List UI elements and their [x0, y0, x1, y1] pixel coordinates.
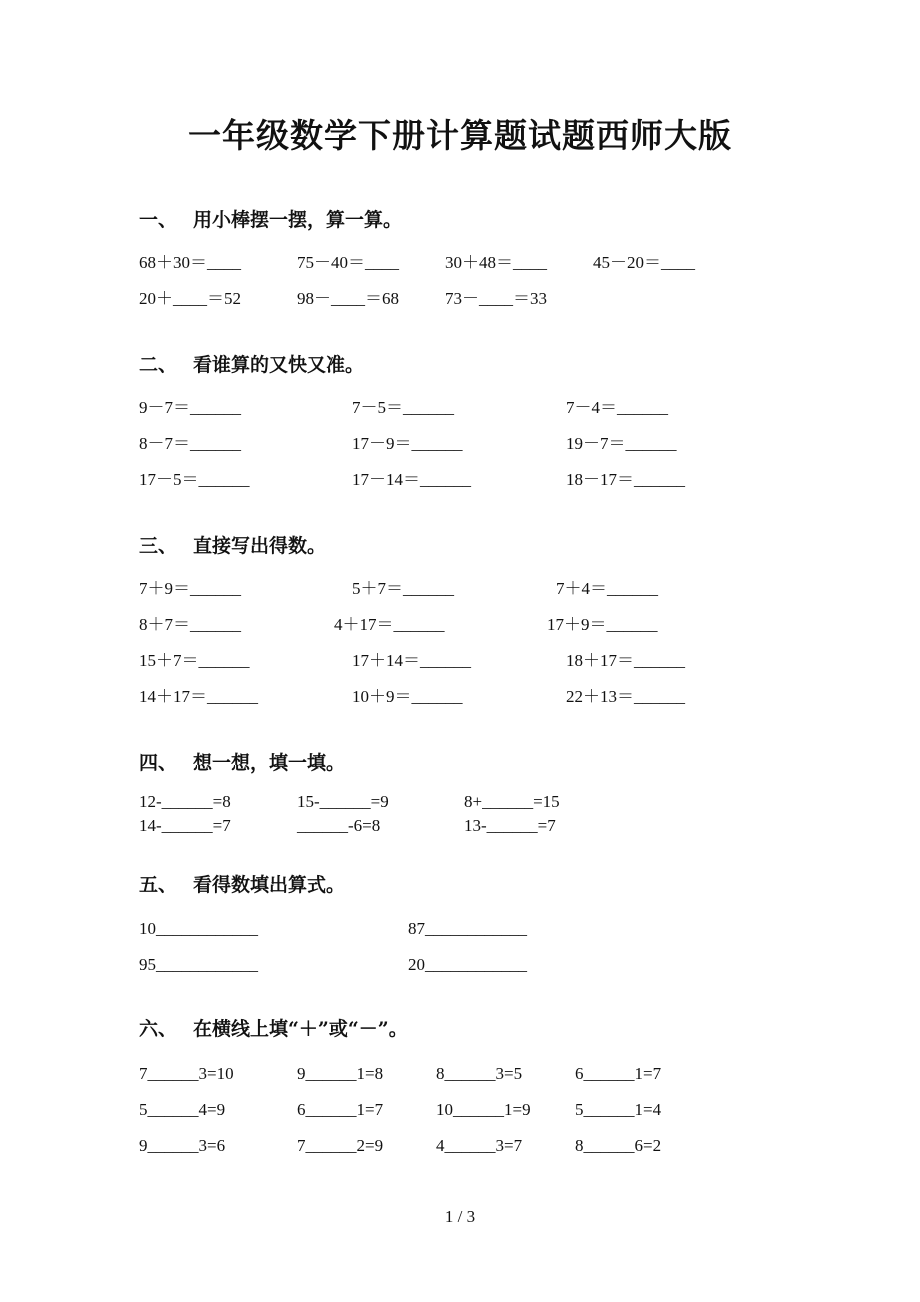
- problem-2-2-1: 8－7＝______: [139, 434, 241, 453]
- problem-6-3-3: 4______3=7: [436, 1136, 523, 1155]
- problem-2-3-2: 17－14＝______: [352, 470, 471, 489]
- section-3-title: 直接写出得数。: [193, 535, 327, 557]
- problem-6-2-4: 5______1=4: [575, 1100, 662, 1119]
- section-4-number: 四、: [139, 752, 178, 774]
- problem-6-1-2: 9______1=8: [297, 1064, 384, 1083]
- problem-2-3-1: 17－5＝______: [139, 470, 250, 489]
- section-3-heading: [139, 534, 326, 558]
- page-title: 一年级数学下册计算题试题西师大版: [188, 116, 732, 155]
- problem-4-1-1: 12-______=8: [139, 792, 231, 811]
- section-6-title: 在横线上填“＋”或“－”。: [193, 1018, 408, 1040]
- problem-2-1-1: 9－7＝______: [139, 398, 241, 417]
- problem-3-1-2: 5＋7＝______: [352, 579, 454, 598]
- problem-3-2-3: 17＋9＝______: [547, 615, 658, 634]
- problem-4-2-2: ______-6=8: [297, 816, 381, 835]
- problem-6-1-4: 6______1=7: [575, 1064, 662, 1083]
- section-2-heading: [139, 353, 364, 377]
- problem-6-3-4: 8______6=2: [575, 1136, 662, 1155]
- problem-5-2-2: 20____________: [408, 955, 527, 974]
- problem-1-1-4: 45－20＝____: [593, 253, 695, 272]
- section-4-title: 想一想，填一填。: [193, 752, 346, 774]
- problem-1-2-1: 20＋____＝52: [139, 289, 241, 308]
- problem-1-2-2: 98－____＝68: [297, 289, 399, 308]
- problem-6-2-2: 6______1=7: [297, 1100, 384, 1119]
- problem-3-4-2: 10＋9＝______: [352, 687, 463, 706]
- section-1-number: 一、: [139, 209, 178, 231]
- problem-3-1-3: 7＋4＝______: [556, 579, 658, 598]
- problem-3-2-2: 4＋17＝______: [334, 615, 445, 634]
- problem-5-1-2: 87____________: [408, 919, 527, 938]
- problem-4-2-1: 14-______=7: [139, 816, 231, 835]
- section-5-number: 五、: [139, 874, 178, 896]
- problem-3-1-1: 7＋9＝______: [139, 579, 241, 598]
- problem-1-1-2: 75－40＝____: [297, 253, 399, 272]
- problem-2-2-2: 17－9＝______: [352, 434, 463, 453]
- problem-2-3-3: 18－17＝______: [566, 470, 685, 489]
- problem-1-1-1: 68＋30＝____: [139, 253, 241, 272]
- problem-4-1-2: 15-______=9: [297, 792, 389, 811]
- problem-3-3-2: 17＋14＝______: [352, 651, 471, 670]
- problem-5-2-1: 95____________: [139, 955, 258, 974]
- section-2-number: 二、: [139, 354, 178, 376]
- problem-3-3-3: 18＋17＝______: [566, 651, 685, 670]
- problem-2-1-2: 7－5＝______: [352, 398, 454, 417]
- problem-1-2-3: 73－____＝33: [445, 289, 547, 308]
- problem-6-2-1: 5______4=9: [139, 1100, 226, 1119]
- section-6-number: 六、: [139, 1018, 178, 1040]
- section-5-title: 看得数填出算式。: [193, 874, 346, 896]
- problem-3-4-3: 22＋13＝______: [566, 687, 685, 706]
- problem-3-3-1: 15＋7＝______: [139, 651, 250, 670]
- problem-2-1-3: 7－4＝______: [566, 398, 668, 417]
- problem-6-3-2: 7______2=9: [297, 1136, 384, 1155]
- section-3-number: 三、: [139, 535, 178, 557]
- problem-4-1-3: 8+______=15: [464, 792, 560, 811]
- page-number: 1 / 3: [444, 1207, 476, 1226]
- problem-3-4-1: 14＋17＝______: [139, 687, 258, 706]
- problem-5-1-1: 10____________: [139, 919, 258, 938]
- section-4-heading: [139, 751, 345, 775]
- section-1-title: 用小棒摆一摆，算一算。: [193, 209, 403, 231]
- problem-3-2-1: 8＋7＝______: [139, 615, 241, 634]
- problem-6-2-3: 10______1=9: [436, 1100, 531, 1119]
- section-5-heading: [139, 873, 345, 897]
- problem-4-2-3: 13-______=7: [464, 816, 556, 835]
- section-2-title: 看谁算的又快又准。: [193, 354, 365, 376]
- problem-1-1-3: 30＋48＝____: [445, 253, 547, 272]
- section-1-heading: [139, 208, 402, 232]
- problem-6-1-3: 8______3=5: [436, 1064, 523, 1083]
- problem-6-3-1: 9______3=6: [139, 1136, 226, 1155]
- section-6-heading: [139, 1017, 408, 1041]
- problem-6-1-1: 7______3=10: [139, 1064, 234, 1083]
- problem-2-2-3: 19－7＝______: [566, 434, 677, 453]
